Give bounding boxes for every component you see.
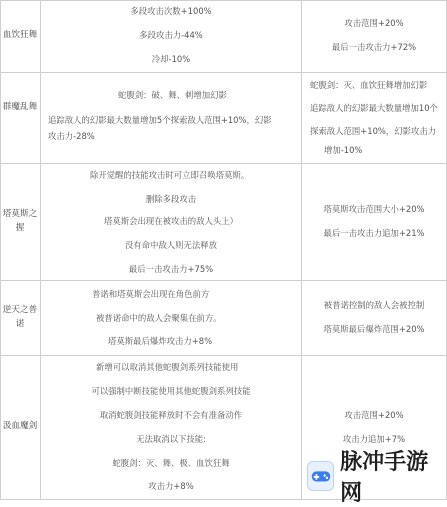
skill-label: 逆天之普 诺 [2, 305, 38, 329]
upgrade-text: 塔莫斯攻击范围大小+20% [323, 204, 425, 214]
row-divider-top [0, 0, 447, 1]
upgrade-text: 攻击力-28% [48, 131, 95, 141]
upgrade-text: 蛇腹剑：灭、舞、极、血饮狂舞 [112, 458, 230, 468]
upgrade-text: 无法取消以下技能: [136, 434, 206, 444]
upgrade-text: 追踪敌人的幻影最大数量增加5个探索敌人范围+10%，幻影 [48, 115, 272, 125]
upgrade-text: 探索敌人范围+10%，幻影攻击力 [310, 126, 437, 136]
upgrade-text: 塔莫斯最后爆炸攻击力+8% [108, 336, 213, 346]
upgrade-text: 删除多段攻击 [145, 194, 197, 204]
skill-label: 汲血魔剑 [2, 421, 38, 431]
upgrade-text: 最后一击攻击力+72% [331, 42, 417, 52]
row-divider [0, 280, 447, 281]
upgrade-text: 可以强制中断技能使用其他蛇腹剑系列技能 [91, 386, 251, 396]
skill-label: 群魔乱舞 [2, 102, 38, 112]
watermark [307, 449, 439, 506]
upgrade-text: 攻击力+8% [148, 481, 194, 491]
skill-label: 塔莫斯之 握 [2, 209, 38, 233]
row-divider [0, 163, 447, 164]
game-controller-icon [307, 461, 334, 491]
upgrade-text: 追踪敌人的幻影最大数量增加10个 [310, 103, 438, 113]
upgrade-text: 蛇腹剑：破、舞、刺增加幻影 [118, 90, 227, 100]
upgrade-text: 攻击范围+20% [344, 18, 404, 28]
upgrade-text: 冷却-10% [151, 54, 191, 64]
upgrade-text: 塔莫斯会出现在被攻击的敌人头上） [104, 216, 238, 226]
upgrade-text: 增加-10% [324, 145, 363, 155]
upgrade-text: 普诺和塔莫斯会出现在角色前方 [92, 289, 210, 299]
skill-label: 血饮狂舞 [2, 30, 38, 40]
upgrade-text: 被普诺命中的敌人会聚集在前方。 [96, 313, 222, 323]
upgrade-text: 最后一击攻击力+75% [128, 264, 214, 274]
upgrade-text: 新增可以取消其他蛇腹剑系列技能使用 [96, 362, 239, 372]
upgrade-text: 最后一击攻击力追加+21% [323, 228, 425, 238]
column-divider-right [301, 0, 302, 500]
upgrade-text: 蛇腹剑：灭、血饮狂舞增加幻影 [310, 80, 428, 90]
row-divider [0, 355, 447, 356]
upgrade-text: 多段攻击力-44% [139, 30, 203, 40]
upgrade-text: 多段攻击次数+100% [130, 6, 212, 16]
upgrade-text: 没有命中敌人则无法释放 [124, 240, 218, 250]
upgrade-text: 除开觉醒的技能攻击时可立即召唤塔莫斯。 [90, 170, 250, 180]
upgrade-text: 塔莫斯最后爆炸范围+20% [323, 324, 425, 334]
upgrade-text: 攻击范围+20% [344, 410, 404, 420]
watermark-text: 脉冲手游网 [340, 449, 429, 506]
upgrade-text: 攻击力追加+7% [342, 434, 406, 444]
upgrade-text: 被普诺控制的敌人会被控制 [323, 300, 425, 310]
row-divider [0, 72, 447, 73]
upgrade-text: 取消蛇腹剑技能释放时不会有准备动作 [99, 410, 243, 420]
